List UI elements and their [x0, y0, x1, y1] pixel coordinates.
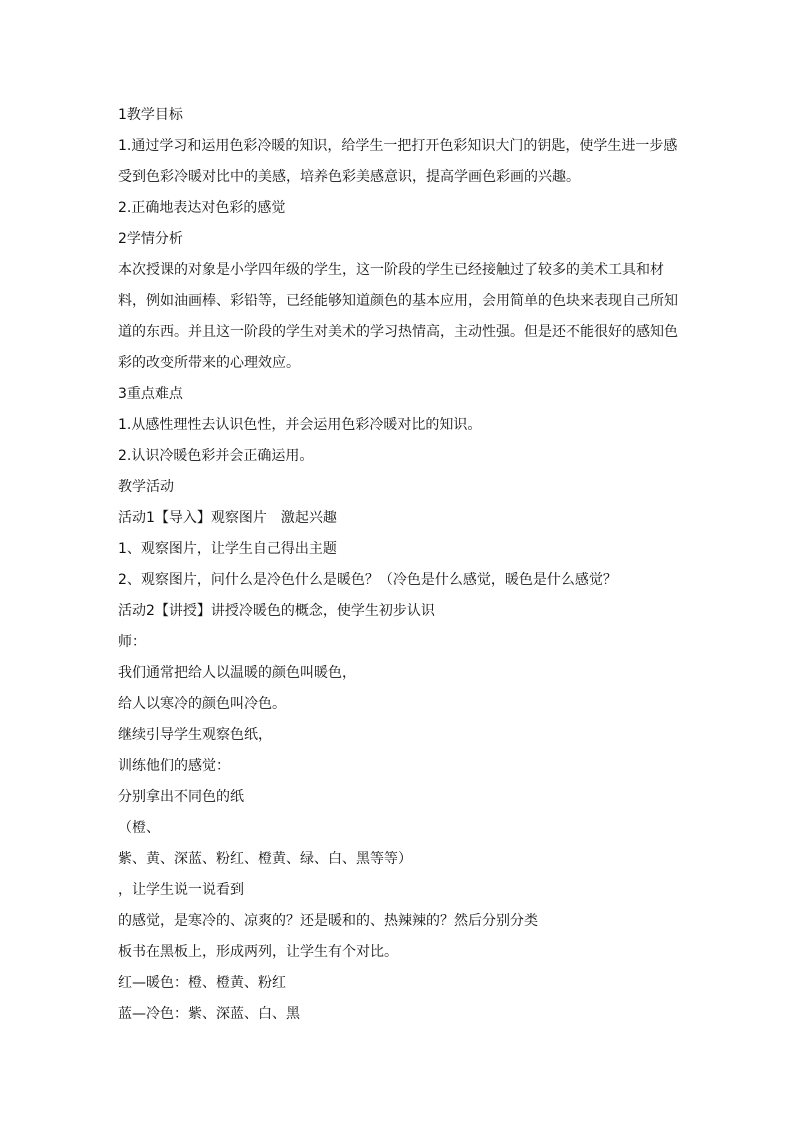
- section-heading-activities: 教学活动: [118, 479, 174, 495]
- text-line: 紫、黄、深蓝、粉红、橙黄、绿、白、黑等等）: [118, 851, 412, 867]
- activity-2-heading: 活动2【讲授】讲授冷暖色的概念，使学生初步认识: [118, 603, 435, 619]
- activity-1-step-2: 2、观察图片，问什么是冷色什么是暖色？（冷色是什么感觉，暖色是什么感觉？: [118, 572, 617, 588]
- text-line: 训练他们的感觉：: [118, 758, 230, 774]
- goal-item-1: 1.通过学习和运用色彩冷暖的知识，给学生一把打开色彩知识大门的钥匙，使学生进一步感受到色彩冷暖对比中的美感，培养色彩美感意识，提高学画色彩画的兴趣。: [118, 138, 678, 185]
- section-heading-key-points: 3重点难点: [118, 386, 183, 402]
- text-line: ，让学生说一说看到: [118, 882, 244, 898]
- activity-1-step-1: 1、观察图片，让学生自己得出主题: [118, 541, 337, 557]
- section-heading-learner-analysis: 2学情分析: [118, 231, 183, 247]
- text-line: 继续引导学生观察色纸，: [118, 727, 272, 743]
- warm-color-row: 红—暖色：橙、橙黄、粉红: [118, 975, 286, 991]
- activity-1-heading: 活动1【导入】观察图片 激起兴趣: [118, 510, 337, 526]
- learner-analysis-paragraph: 本次授课的对象是小学四年级的学生，这一阶段的学生已经接触过了较多的美术工具和材料，例如油画棒、彩铅等，已经能够知道颜色的基本应用，会用简单的色块来表现自己所知道的东西。并且这一阶段的学生对美术的学习热情高，主动性强。但是还不能很好的感知色彩的改变所带来的心理效应。: [118, 262, 678, 371]
- teacher-label: 师：: [118, 634, 146, 650]
- goal-item-2: 2.正确地表达对色彩的感觉: [118, 200, 286, 216]
- text-line: 分别拿出不同色的纸: [118, 789, 244, 805]
- document-body: [118, 100, 688, 1030]
- key-point-1: 1.从感性理性去认识色性，并会运用色彩冷暖对比的知识。: [118, 417, 482, 433]
- text-line: 我们通常把给人以温暖的颜色叫暖色，: [118, 665, 356, 681]
- text-line: 的感觉，是寒冷的、凉爽的？还是暖和的、热辣辣的？然后分别分类: [118, 913, 538, 929]
- key-point-2: 2.认识冷暖色彩并会正确运用。: [118, 448, 314, 464]
- section-heading-teaching-goals: 1教学目标: [118, 107, 183, 123]
- text-line: （橙、: [118, 820, 160, 836]
- text-line: 给人以寒冷的颜色叫冷色。: [118, 696, 286, 712]
- cool-color-row: 蓝—冷色：紫、深蓝、白、黑: [118, 1006, 300, 1022]
- text-line: 板书在黑板上，形成两列，让学生有个对比。: [118, 944, 398, 960]
